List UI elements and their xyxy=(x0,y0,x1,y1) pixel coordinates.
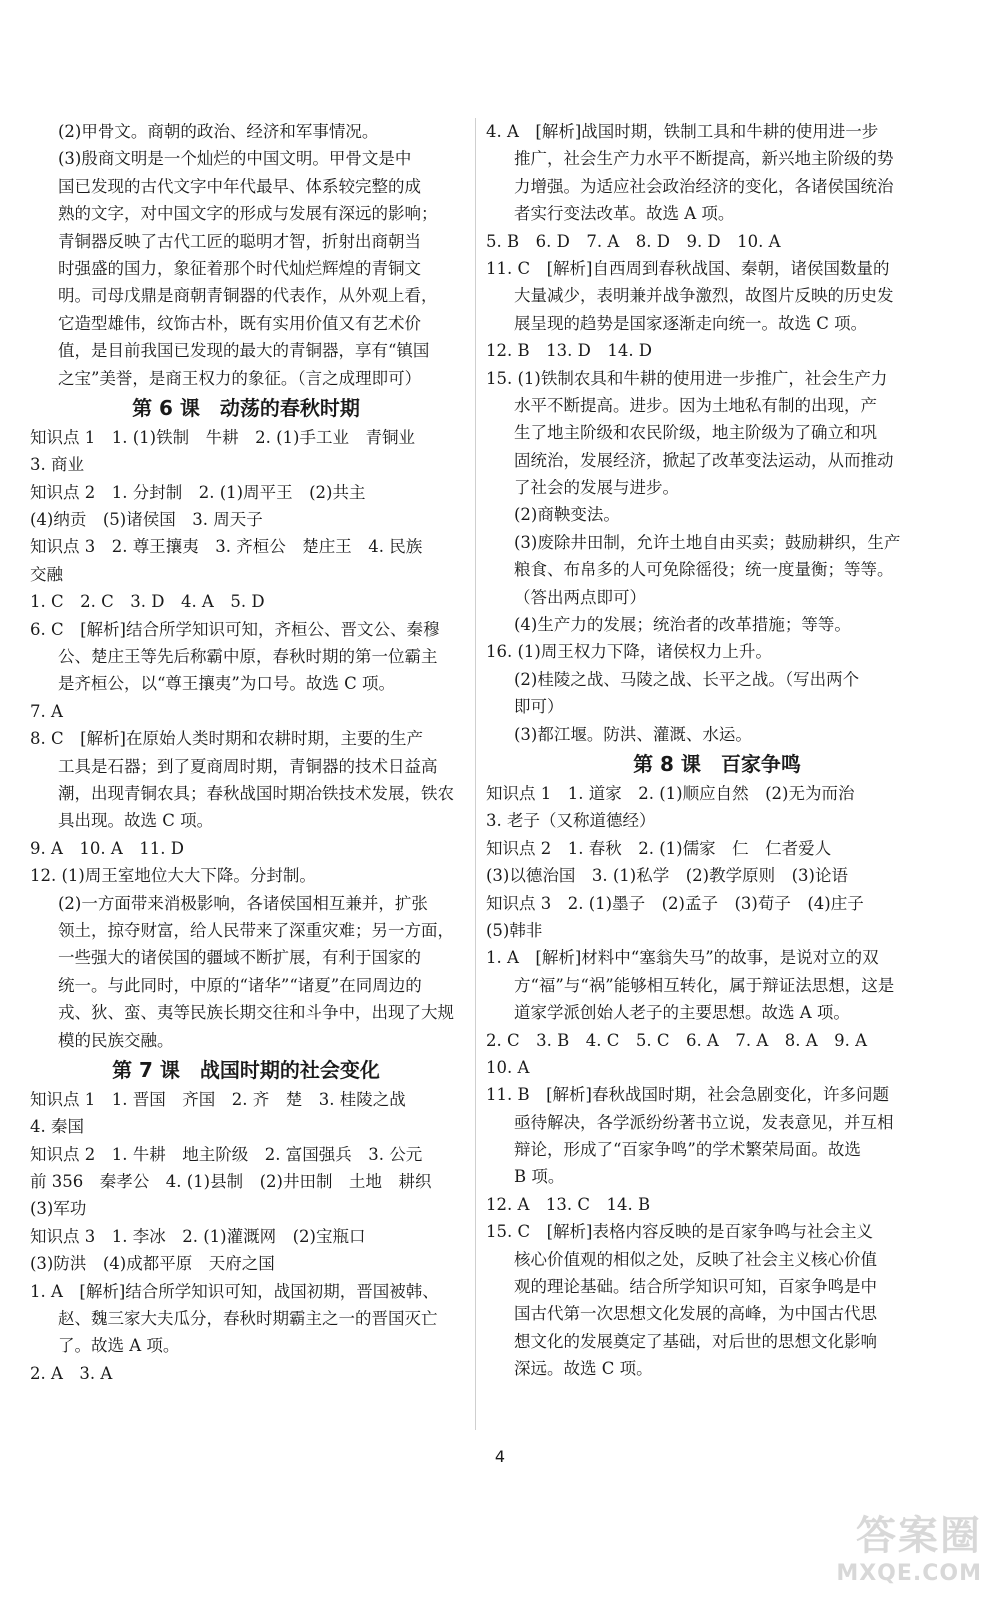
answer-line: 前 356 秦孝公 4. (1)县制 (2)井田制 土地 耕织 xyxy=(30,1172,432,1192)
answer-line: (2)一方面带来消极影响，各诸侯国相互兼并，扩张 xyxy=(58,893,428,913)
answer-line: 道家学派创始人老子的主要思想。故选 A 项。 xyxy=(514,1003,850,1023)
answer-line: 15. (1)铁制农具和牛耕的使用进一步推广，社会生产力 xyxy=(486,368,888,388)
answer-line: 国已发现的古代文字中年代最早、体系较完整的成 xyxy=(58,176,421,196)
answer-line: 知识点 1 1. 道家 2. (1)顺应自然 (2)无为而治 xyxy=(486,783,855,803)
left-column xyxy=(30,118,462,1387)
answer-line: (3)军功 xyxy=(30,1199,87,1219)
answer-line: 2. C 3. B 4. C 5. C 6. A 7. A 8. A 9. A xyxy=(486,1030,868,1050)
lesson-heading: 第 7 课 战国时期的社会变化 xyxy=(112,1057,380,1082)
answer-line: 力增强。为适应社会政治经济的变化，各诸侯国统治 xyxy=(514,176,894,196)
answer-line: 粮食、布帛多的人可免除徭役；统一度量衡；等等。 xyxy=(514,560,894,580)
answer-line: 推广，社会生产力水平不断提高，新兴地主阶级的势 xyxy=(514,149,894,169)
answer-line: 时强盛的国力，象征着那个时代灿烂辉煌的青铜文 xyxy=(58,258,421,278)
answer-line: 4. 秦国 xyxy=(30,1117,84,1137)
answer-line: (3)废除井田制，允许土地自由买卖；鼓励耕织，生产 xyxy=(514,532,901,552)
answer-line: 模的民族交融。 xyxy=(58,1030,174,1050)
answer-line: 16. (1)周王权力下降，诸侯权力上升。 xyxy=(486,642,772,662)
answer-line: (3)殷商文明是一个灿烂的中国文明。甲骨文是中 xyxy=(58,149,412,169)
answer-line: （答出两点即可） xyxy=(514,587,646,607)
answer-line: 想文化的发展奠定了基础，对后世的思想文化影响 xyxy=(514,1331,877,1351)
answer-line: (4)生产力的发展；统治者的改革措施；等等。 xyxy=(514,615,851,635)
answer-line: 12. A 13. C 14. B xyxy=(486,1194,651,1214)
answer-line: (3)都江堰。防洪、灌溉、水运。 xyxy=(514,724,752,744)
answer-line: 青铜器反映了古代工匠的聪明才智，折射出商朝当 xyxy=(58,231,421,251)
answer-line: 统一。与此同时，中原的“诸华”“诸夏”在同周边的 xyxy=(58,975,422,995)
answer-line: 1. C 2. C 3. D 4. A 5. D xyxy=(30,592,265,612)
answer-line: 3. 商业 xyxy=(30,455,84,475)
answer-line: 戎、狄、蛮、夷等民族长期交往和斗争中，出现了大规 xyxy=(58,1003,454,1023)
answer-line: 6. C [解析]结合所学知识可知，齐桓公、晋文公、秦穆 xyxy=(30,619,440,639)
answer-line: 大量减少，表明兼并战争激烈，故图片反映的历史发 xyxy=(514,286,894,306)
answer-line: 值，是目前我国已发现的最大的青铜器，享有“镇国 xyxy=(58,341,430,361)
answer-line: 是齐桓公，以“尊王攘夷”为口号。故选 C 项。 xyxy=(58,674,395,694)
answer-line: (4)纳贡 (5)诸侯国 3. 周天子 xyxy=(30,510,263,530)
answer-line: 明。司母戊鼎是商朝青铜器的代表作，从外观上看， xyxy=(58,286,438,306)
answer-line: 5. B 6. D 7. A 8. D 9. D 10. A xyxy=(486,231,781,251)
answer-line: 交融 xyxy=(30,564,63,584)
column-divider xyxy=(475,118,476,1430)
answer-line: 深远。故选 C 项。 xyxy=(514,1359,653,1379)
lesson-heading: 第 6 课 动荡的春秋时期 xyxy=(132,395,360,420)
answer-line: 生了地主阶级和农民阶级，地主阶级为了确立和巩 xyxy=(514,423,877,443)
answer-line: 知识点 1 1. 晋国 齐国 2. 齐 楚 3. 桂陵之战 xyxy=(30,1089,406,1109)
watermark-logo xyxy=(836,1504,982,1586)
lesson-heading: 第 8 课 百家争鸣 xyxy=(633,751,801,776)
answer-line: 领土，掠夺财富，给人民带来了深重灾难；另一方面， xyxy=(58,920,454,940)
answer-line: 了。故选 A 项。 xyxy=(58,1336,180,1356)
answer-line: (5)韩非 xyxy=(486,920,543,940)
answer-line: 4. A [解析]战国时期，铁制工具和牛耕的使用进一步 xyxy=(486,122,879,141)
answer-line: 8. C [解析]在原始人类时期和农耕时期，主要的生产 xyxy=(30,729,423,749)
answer-line: 观的理论基础。结合所学知识可知，百家争鸣是中 xyxy=(514,1277,877,1297)
answer-line: 亟待解决，各学派纷纷著书立说，发表意见，并互相 xyxy=(514,1112,894,1132)
answer-line: 知识点 2 1. 牛耕 地主阶级 2. 富国强兵 3. 公元 xyxy=(30,1144,423,1164)
answer-line: 12. B 13. D 14. D xyxy=(486,341,653,361)
answer-line: 工具是石器；到了夏商周时期，青铜器的技术日益高 xyxy=(58,756,438,776)
answer-line: 之宝”美誉，是商王权力的象征。（言之成理即可） xyxy=(58,368,422,388)
answer-line: 了社会的发展与进步。 xyxy=(514,478,679,498)
answer-line: 知识点 2 1. 分封制 2. (1)周平王 (2)共主 xyxy=(30,482,366,502)
answer-line: B 项。 xyxy=(514,1167,565,1187)
answer-line: (2)甲骨文。商朝的政治、经济和军事情况。 xyxy=(58,122,379,141)
right-column xyxy=(486,118,948,1383)
answer-line: 国古代第一次思想文化发展的高峰，为中国古代思 xyxy=(514,1304,877,1324)
answer-line: 11. B [解析]春秋战国时期，社会急剧变化，许多问题 xyxy=(486,1085,889,1105)
answer-line: (2)桂陵之战、马陵之战、长平之战。（写出两个 xyxy=(514,669,860,689)
answer-line: 15. C [解析]表格内容反映的是百家争鸣与社会主义 xyxy=(486,1222,873,1242)
answer-line: 3. 老子（又称道德经） xyxy=(486,811,656,831)
answer-line: (3)以德治国 3. (1)私学 (2)教学原则 (3)论语 xyxy=(486,866,848,886)
answer-line: 公、楚庄王等先后称霸中原，春秋时期的第一位霸主 xyxy=(58,647,438,667)
answer-line: 12. (1)周王室地位大大下降。分封制。 xyxy=(30,866,316,886)
answer-line: 知识点 2 1. 春秋 2. (1)儒家 仁 仁者爱人 xyxy=(486,838,832,858)
answer-line: 具出现。故选 C 项。 xyxy=(58,811,214,831)
watermark-text: 答案圈 xyxy=(856,1513,982,1559)
answer-line: 2. A 3. A xyxy=(30,1363,113,1383)
answer-line: 潮，出现青铜农具；春秋战国时期冶铁技术发展，铁农 xyxy=(58,783,454,803)
answer-line: 即可） xyxy=(514,697,564,717)
answer-line: 一些强大的诸侯国的疆域不断扩展，有利于国家的 xyxy=(58,948,421,968)
answer-line: (3)防洪 (4)成都平原 天府之国 xyxy=(30,1254,275,1274)
answer-line: 辩论，形成了“百家争鸣”的学术繁荣局面。故选 xyxy=(514,1140,861,1160)
answer-line: 知识点 3 2. (1)墨子 (2)孟子 (3)荀子 (4)庄子 xyxy=(486,893,864,913)
answer-line: 核心价值观的相似之处，反映了社会主义核心价值 xyxy=(514,1249,877,1269)
answer-line: 1. A [解析]结合所学知识可知，战国初期，晋国被韩、 xyxy=(30,1281,439,1301)
answer-line: 熟的文字，对中国文字的形成与发展有深远的影响； xyxy=(58,204,438,224)
answer-line: 知识点 1 1. (1)铁制 牛耕 2. (1)手工业 青铜业 xyxy=(30,427,415,447)
watermark-url: MXQE.COM xyxy=(836,1561,982,1586)
answer-line: 9. A 10. A 11. D xyxy=(30,838,185,858)
answer-line: 赵、魏三家大夫瓜分，春秋时期霸主之一的晋国灭亡 xyxy=(58,1309,438,1329)
answer-line: 展呈现的趋势是国家逐渐走向统一。故选 C 项。 xyxy=(514,313,868,333)
answer-line: 者实行变法改革。故选 A 项。 xyxy=(514,204,735,224)
answer-line: 7. A xyxy=(30,701,63,721)
answer-line: 固统治，发展经济，掀起了改革变法运动，从而推动 xyxy=(514,450,894,470)
answer-line: 知识点 3 1. 李冰 2. (1)灌溉网 (2)宝瓶口 xyxy=(30,1226,366,1246)
answer-line: 11. C [解析]自西周到春秋战国、秦朝，诸侯国数量的 xyxy=(486,258,890,278)
answer-line: 知识点 3 2. 尊王攘夷 3. 齐桓公 楚庄王 4. 民族 xyxy=(30,537,423,557)
answer-line: 方“福”与“祸”能够相互转化，属于辩证法思想，这是 xyxy=(514,975,895,995)
answer-line: 水平不断提高。进步。因为土地私有制的出现，产 xyxy=(514,395,877,415)
answer-line: 1. A [解析]材料中“塞翁失马”的故事，是说对立的双 xyxy=(486,948,879,968)
answer-line: 10. A xyxy=(486,1057,530,1077)
answer-line: (2)商鞅变法。 xyxy=(514,505,620,525)
answer-line: 它造型雄伟，纹饰古朴，既有实用价值又有艺术价 xyxy=(58,313,421,333)
page-number: 4 xyxy=(494,1447,506,1466)
